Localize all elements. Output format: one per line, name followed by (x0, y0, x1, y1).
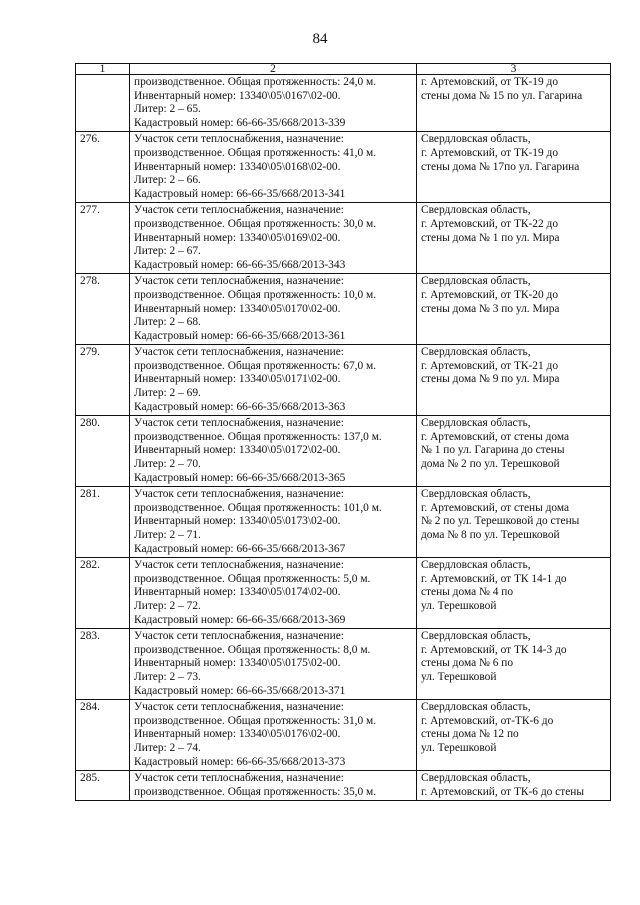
object-description-line: Кадастровый номер: 66-66-35/668/2013-361 (134, 329, 346, 342)
row-number: 283. (76, 629, 130, 700)
object-description-line: Литер: 2 – 69. (134, 387, 201, 400)
address-line: стены дома № 17по ул. Гагарина (421, 160, 580, 173)
object-description-cell (130, 75, 417, 132)
address-cell (417, 274, 611, 345)
object-description-line: Кадастровый номер: 66-66-35/668/2013-369 (134, 613, 346, 626)
object-description-line: Инвентарный номер: 13340\05\0172\02-00. (134, 444, 341, 457)
column-header-object: 2 (130, 64, 417, 75)
object-description-line: Кадастровый номер: 66-66-35/668/2013-371 (134, 684, 346, 697)
address-line: дома № 2 по ул. Терешковой (421, 458, 560, 471)
row-number: 277. (76, 203, 130, 274)
address-line: г. Артемовский, от ТК-20 до (421, 288, 559, 301)
object-description-line: Участок сети теплоснабжения, назначение: (134, 204, 344, 217)
table-row (76, 203, 611, 274)
object-description-line: Кадастровый номер: 66-66-35/668/2013-365 (134, 471, 346, 484)
address-line: г. Артемовский, от ТК-22 до (421, 217, 559, 230)
object-description-line: производственное. Общая протяженность: 101,0 м. (134, 501, 382, 514)
object-description-line: Участок сети теплоснабжения, назначение: (134, 559, 344, 572)
table-body (76, 75, 611, 801)
address-line: г. Артемовский, от стены дома (421, 501, 570, 514)
table-row (76, 132, 611, 203)
column-header-address: 3 (417, 64, 611, 75)
row-number: 284. (76, 700, 130, 771)
object-description-cell (130, 487, 417, 558)
address-cell (417, 558, 611, 629)
object-description-line: производственное. Общая протяженность: 8,0 м. (134, 643, 371, 656)
address-line: Свердловская область, (421, 488, 531, 501)
column-header-number: 1 (76, 64, 130, 75)
object-description-line: Участок сети теплоснабжения, назначение: (134, 488, 344, 501)
table-row (76, 629, 611, 700)
object-description-line: Участок сети теплоснабжения, назначение: (134, 346, 344, 359)
object-description-line: Кадастровый номер: 66-66-35/668/2013-341 (134, 187, 346, 200)
object-description-line: Литер: 2 – 73. (134, 670, 201, 683)
object-description-line: Кадастровый номер: 66-66-35/668/2013-343 (134, 258, 346, 271)
object-description-cell (130, 132, 417, 203)
address-line: Свердловская область, (421, 133, 531, 146)
address-line: г. Артемовский, от ТК-21 до (421, 359, 559, 372)
table-row (76, 416, 611, 487)
object-description-cell (130, 345, 417, 416)
address-line: Свердловская область, (421, 275, 531, 288)
object-description-line: Инвентарный номер: 13340\05\0170\02-00. (134, 302, 341, 315)
address-line: г. Артемовский, от ТК 14-3 до (421, 643, 567, 656)
row-number: 285. (76, 771, 130, 801)
object-description-line: производственное. Общая протяженность: 10,0 м. (134, 288, 377, 301)
address-line: № 1 по ул. Гагарина до стены (421, 444, 565, 457)
object-description-line: Инвентарный номер: 13340\05\0175\02-00. (134, 657, 341, 670)
object-description-cell (130, 558, 417, 629)
address-cell (417, 345, 611, 416)
address-line: стены дома № 15 по ул. Гагарина (421, 89, 583, 102)
object-description-cell (130, 629, 417, 700)
object-description-line: Кадастровый номер: 66-66-35/668/2013-367 (134, 542, 346, 555)
table-row (76, 700, 611, 771)
object-description-line: Литер: 2 – 68. (134, 316, 201, 329)
row-number: 282. (76, 558, 130, 629)
object-description-line: Инвентарный номер: 13340\05\0169\02-00. (134, 231, 341, 244)
table-row (76, 487, 611, 558)
row-number: 279. (76, 345, 130, 416)
object-description-line: производственное. Общая протяженность: 67,0 м. (134, 359, 377, 372)
address-line: стены дома № 3 по ул. Мира (421, 302, 560, 315)
object-description-cell (130, 700, 417, 771)
address-line: Свердловская область, (421, 701, 531, 714)
object-description-line: Участок сети теплоснабжения, назначение: (134, 275, 344, 288)
object-description-line: Литер: 2 – 72. (134, 599, 201, 612)
address-line: Свердловская область, (421, 630, 531, 643)
address-line: ул. Терешковой (421, 741, 497, 754)
table-row (76, 75, 611, 132)
row-number: 280. (76, 416, 130, 487)
object-description-cell (130, 203, 417, 274)
address-line: Свердловская область, (421, 559, 531, 572)
object-description-line: производственное. Общая протяженность: 30,0 м. (134, 217, 377, 230)
object-description-line: производственное. Общая протяженность: 41,0 м. (134, 146, 377, 159)
object-description-line: Литер: 2 – 66. (134, 174, 201, 187)
page-number: 84 (312, 31, 328, 47)
address-line: Свердловская область, (421, 772, 531, 785)
address-line: стены дома № 9 по ул. Мира (421, 373, 560, 386)
address-line: стены дома № 6 по (421, 657, 514, 670)
object-description-line: Инвентарный номер: 13340\05\0167\02-00. (134, 89, 341, 102)
row-number: 276. (76, 132, 130, 203)
address-line: г. Артемовский, от ТК-6 до стены (421, 785, 585, 798)
object-description-line: Инвентарный номер: 13340\05\0174\02-00. (134, 586, 341, 599)
object-description-line: Литер: 2 – 67. (134, 245, 201, 258)
object-description-line: производственное. Общая протяженность: 137,0 м. (134, 430, 382, 443)
address-cell (417, 132, 611, 203)
object-description-line: Литер: 2 – 70. (134, 458, 201, 471)
address-cell (417, 700, 611, 771)
address-cell (417, 75, 611, 132)
object-description-line: Литер: 2 – 65. (134, 103, 201, 116)
row-number: 278. (76, 274, 130, 345)
object-description-line: производственное. Общая протяженность: 24,0 м. (134, 76, 377, 88)
object-description-line: Инвентарный номер: 13340\05\0173\02-00. (134, 515, 341, 528)
object-description-line: Участок сети теплоснабжения, назначение: (134, 630, 344, 643)
object-description-line: Участок сети теплоснабжения, назначение: (134, 417, 344, 430)
object-description-cell (130, 771, 417, 801)
address-cell (417, 629, 611, 700)
address-line: стены дома № 4 по (421, 586, 514, 599)
object-description-line: Кадастровый номер: 66-66-35/668/2013-339 (134, 116, 346, 129)
address-line: № 2 по ул. Терешковой до стены (421, 515, 580, 528)
row-number: 281. (76, 487, 130, 558)
table-row (76, 558, 611, 629)
table-row (76, 771, 611, 801)
address-line: г. Артемовский, от ТК 14-1 до (421, 572, 567, 585)
address-line: стены дома № 1 по ул. Мира (421, 231, 560, 244)
address-line: г. Артемовский, от ТК-19 до (421, 146, 559, 159)
table-row (76, 345, 611, 416)
object-description-line: Инвентарный номер: 13340\05\0171\02-00. (134, 373, 341, 386)
address-line: дома № 8 по ул. Терешковой (421, 529, 560, 541)
address-line: г. Артемовский, от ТК-19 до (421, 76, 559, 88)
object-description-cell (130, 274, 417, 345)
address-cell (417, 771, 611, 801)
row-number (76, 75, 130, 132)
object-description-line: Участок сети теплоснабжения, назначение: (134, 701, 344, 714)
object-description-line: производственное. Общая протяженность: 35,0 м. (134, 785, 377, 798)
address-line: стены дома № 12 по (421, 728, 519, 741)
object-description-line: Инвентарный номер: 13340\05\0168\02-00. (134, 160, 341, 173)
address-line: г. Артемовский, от стены дома (421, 430, 570, 443)
property-registry-table (75, 63, 611, 801)
address-cell (417, 203, 611, 274)
object-description-line: Литер: 2 – 74. (134, 741, 201, 754)
address-line: ул. Терешковой (421, 599, 497, 612)
object-description-line: Кадастровый номер: 66-66-35/668/2013-373 (134, 755, 346, 768)
address-line: г. Артемовский, от-ТК-6 до (421, 714, 554, 727)
object-description-line: производственное. Общая протяженность: 5,0 м. (134, 572, 371, 585)
object-description-line: Участок сети теплоснабжения, назначение: (134, 772, 344, 785)
address-cell (417, 487, 611, 558)
address-line: ул. Терешковой (421, 670, 497, 683)
object-description-line: производственное. Общая протяженность: 31,0 м. (134, 714, 377, 727)
object-description-line: Кадастровый номер: 66-66-35/668/2013-363 (134, 400, 346, 413)
address-line: Свердловская область, (421, 346, 531, 359)
address-cell (417, 416, 611, 487)
object-description-line: Инвентарный номер: 13340\05\0176\02-00. (134, 728, 341, 741)
object-description-line: Участок сети теплоснабжения, назначение: (134, 133, 344, 146)
object-description-line: Литер: 2 – 71. (134, 529, 201, 541)
table-row (76, 274, 611, 345)
table-header-row (76, 64, 611, 75)
object-description-cell (130, 416, 417, 487)
address-line: Свердловская область, (421, 204, 531, 217)
address-line: Свердловская область, (421, 417, 531, 430)
